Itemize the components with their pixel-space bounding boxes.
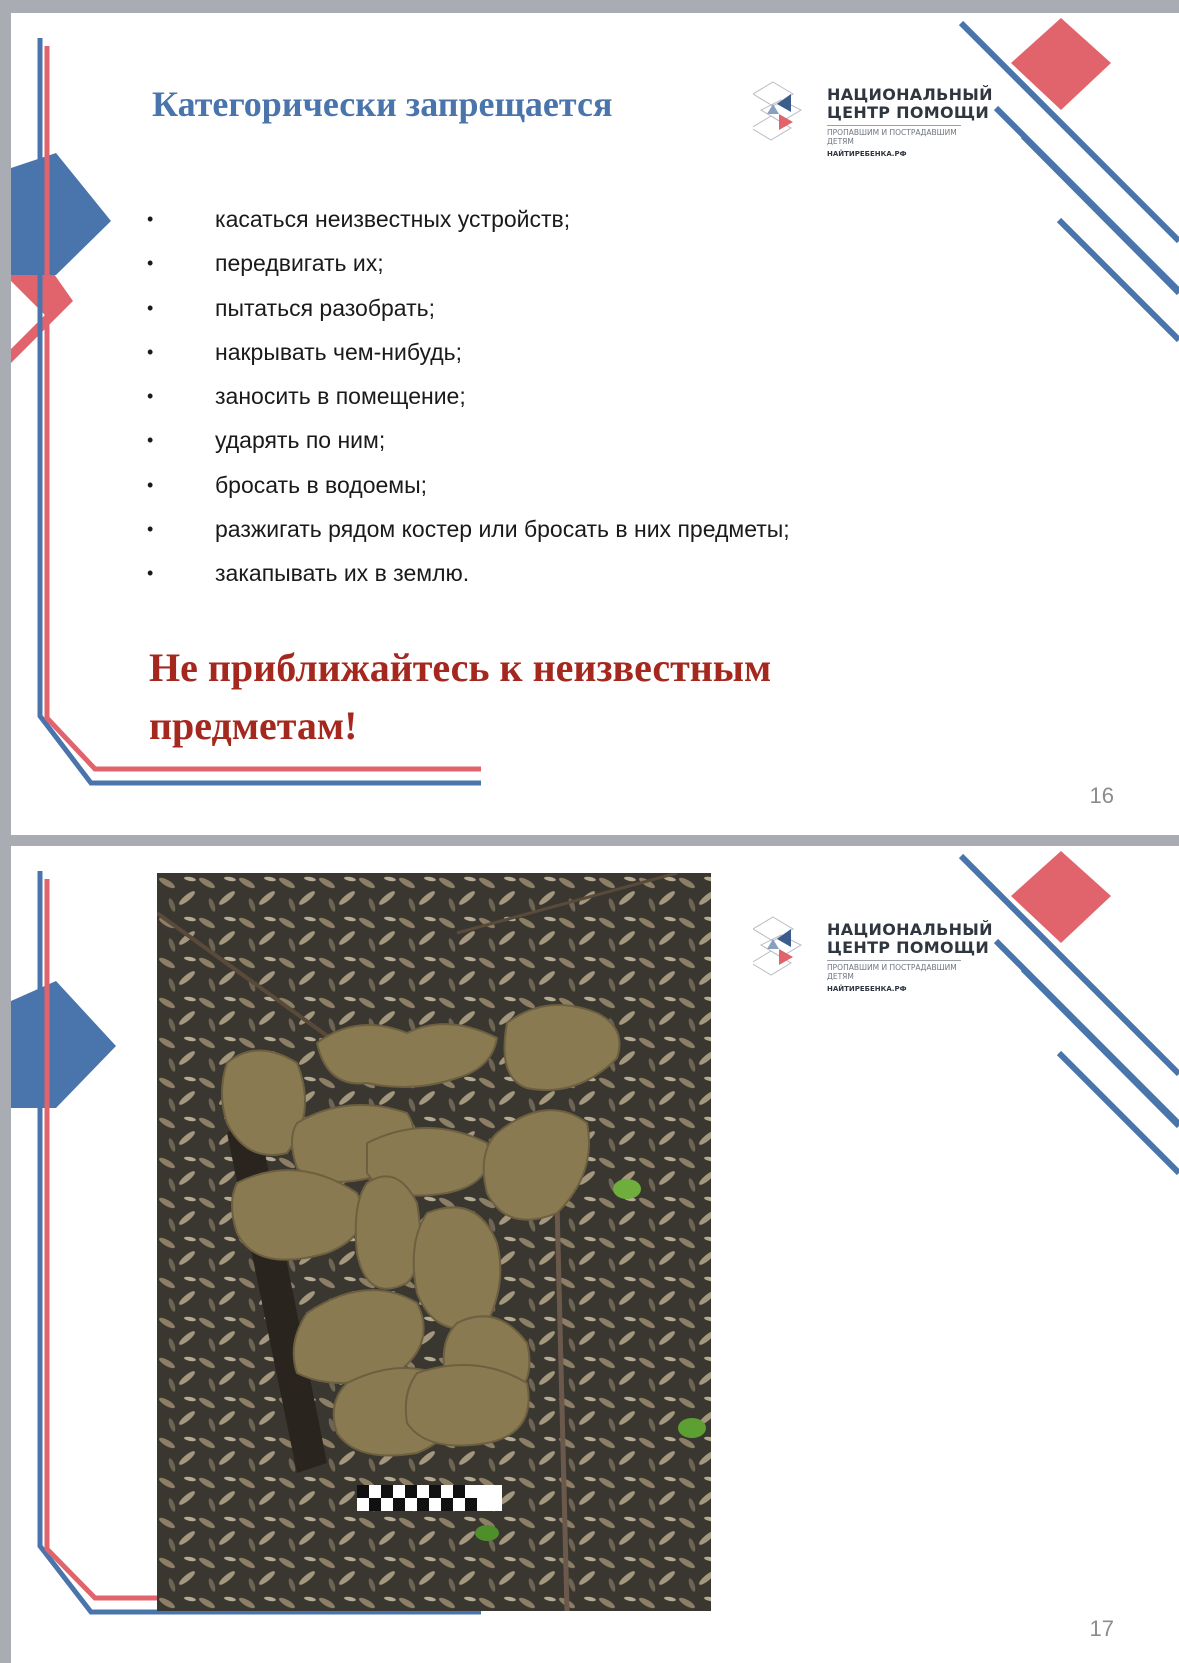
slide-16 xyxy=(11,13,1179,835)
list-item xyxy=(147,286,790,330)
logo-title-line2: ЦЕНТР ПОМОЩИ xyxy=(827,938,990,957)
logo-website: НАЙТИРЕБЕНКА.РФ xyxy=(827,985,907,993)
logo-title-line1: НАЦИОНАЛЬНЫЙ xyxy=(827,85,993,104)
list-item-text: касаться неизвестных устройств; xyxy=(215,206,571,232)
list-item xyxy=(147,463,790,507)
page-number: 17 xyxy=(1089,1616,1114,1641)
list-item-text: бросать в водоемы; xyxy=(215,471,428,498)
logo-website: НАЙТИРЕБЕНКА.РФ xyxy=(827,150,907,158)
page-number: 16 xyxy=(1089,783,1114,808)
slide-17 xyxy=(11,846,1179,1663)
bullet-icon: • xyxy=(147,297,154,318)
list-item-text: передвигать их; xyxy=(215,250,384,277)
list-item-text: закапывать их в землю. xyxy=(215,560,470,587)
bullet-icon: • xyxy=(147,253,154,274)
list-item xyxy=(147,507,790,551)
bullet-icon: • xyxy=(147,563,154,584)
slide-title: Категорически запрещается xyxy=(152,84,613,124)
logo-subtitle: ПРОПАВШИМ И ПОСТРАДАВШИМ ДЕТЯМ xyxy=(827,960,961,981)
logo-title-line1: НАЦИОНАЛЬНЫЙ xyxy=(827,920,993,939)
list-item xyxy=(147,241,790,285)
bullet-icon: • xyxy=(147,430,154,451)
photo-illustration xyxy=(157,873,711,1611)
list-item xyxy=(147,418,790,462)
list-item xyxy=(147,330,790,374)
list-item-text: ударять по ним; xyxy=(215,427,386,454)
logo-title-line2: ЦЕНТР ПОМОЩИ xyxy=(827,103,990,122)
logo-icon xyxy=(753,915,823,985)
logo xyxy=(753,80,993,160)
list-item-text: заносить в помещение; xyxy=(215,383,466,410)
warning-text: Не приближайтесь к неизвестным предметам! xyxy=(149,645,772,748)
prohibition-list xyxy=(147,197,790,596)
bullet-icon: • xyxy=(147,209,154,229)
list-item xyxy=(147,551,790,595)
list-item-text: пытаться разобрать; xyxy=(215,294,435,321)
bullet-icon: • xyxy=(147,386,154,407)
bullet-icon: • xyxy=(147,341,154,362)
logo xyxy=(753,915,993,995)
landmines-photo xyxy=(157,873,711,1611)
bullet-icon: • xyxy=(147,474,154,495)
logo-icon xyxy=(753,80,823,150)
list-item-text: накрывать чем-нибудь; xyxy=(215,338,463,365)
logo-subtitle: ПРОПАВШИМ И ПОСТРАДАВШИМ ДЕТЯМ xyxy=(827,125,961,146)
list-item xyxy=(147,197,790,241)
list-item-text: разжигать рядом костер или бросать в них предметы; xyxy=(215,516,790,543)
list-item xyxy=(147,374,790,418)
bullet-icon: • xyxy=(147,519,154,540)
